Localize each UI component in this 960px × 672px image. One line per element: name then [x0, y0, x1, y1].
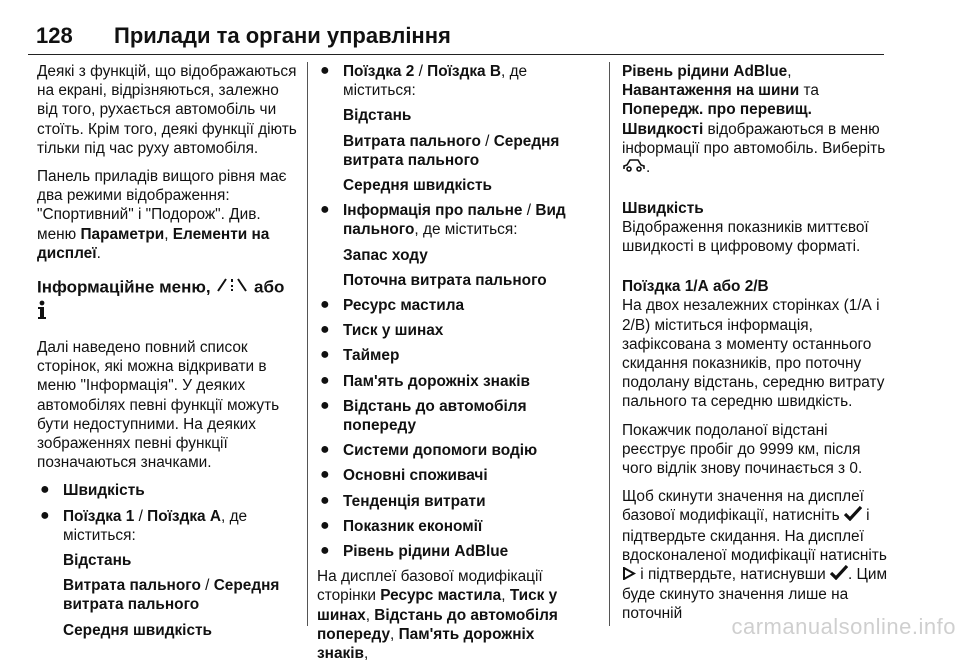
info-icon [37, 300, 47, 326]
paragraph: Далі наведено повний список сторінок, які можна відкривати в меню "Інформація". У деяких автомобілях певні функції можуть бути недоступними. На деяких зображеннях певні функції позначаються значками. [37, 339, 280, 472]
column-divider [609, 62, 610, 626]
section-heading-info-menu: Інформаційне меню, або [37, 276, 299, 326]
list-item: ● Відстань до автомобіля попереду [320, 396, 527, 435]
list-item: ● Показник економії [320, 516, 483, 535]
sub-item: Середня швидкість [63, 621, 213, 639]
list-item: ● Тиск у шинах [320, 321, 444, 340]
paragraph: Щоб скинути значення на дисплеї базової модифікації, натисніть і підтвердьте скидання. На дисплеї вдосконаленої модифікації натисніть і підтвердьте, натиснувши . Цим буде скинуто значення лише на поточній [622, 488, 888, 623]
paragraph: Рівень рідини AdBlue, Навантаження на шини та Попередж. про перевищ. Швидкості відображаються в меню інформації про автомобіль. Виберіть . [622, 63, 886, 177]
sub-item: Витрата пального / Середня витрата пального [63, 577, 280, 614]
watermark: carmanualsonline.info [731, 613, 956, 639]
paragraph: На дисплеї базової модифікації сторінки Ресурс мастила, Тиск у шинах, Відстань до автомобіля попереду, Пам'ять дорожніх знаків, [317, 568, 558, 663]
sub-item: Запас ходу [343, 246, 428, 264]
sub-item: Відстань [63, 552, 132, 570]
list-item: ● Системи допомоги водію [320, 441, 538, 460]
page-title: Прилади та органи управління [114, 23, 451, 48]
column-right [622, 62, 892, 633]
list-item: ● Поїздка 2 / Поїздка В, де міститься: [320, 62, 528, 100]
column-divider [307, 62, 308, 626]
list-item: ● Поїздка 1 / Поїздка А, де міститься: [40, 506, 248, 544]
column-left [37, 62, 299, 646]
features-list [317, 296, 585, 561]
list-item: ● Таймер [320, 346, 400, 365]
list-item: ● Тенденція витрати [320, 491, 486, 510]
column-middle [317, 62, 585, 672]
trip-list [317, 62, 585, 100]
checkmark-icon [830, 565, 848, 585]
sub-item: Поточна витрата пального [343, 271, 547, 289]
paragraph: На двох незалежних сторінках (1/А і 2/В) міститься інформація, зафіксована з моменту останнього скидання показників, про поточну подолану відстань, середню витрату пального та середню швидкість. [622, 297, 885, 411]
car-icon [622, 158, 646, 177]
paragraph: Відображення показників миттєвої швидкості в цифровому форматі. [622, 218, 869, 255]
paragraph: Панель приладів вищого рівня має два режими відображення: "Спортивний" і "Подорож". Див. меню Параметри, Елементи на дисплеї. [37, 168, 287, 262]
sub-item: Витрата пального / Середня витрата пального [343, 132, 560, 169]
sub-item: Середня швидкість [343, 177, 493, 195]
list-item: ● Основні споживачі [320, 466, 488, 485]
list-item: ● Ресурс мастила [320, 296, 465, 315]
section-heading: Швидкість [622, 199, 704, 217]
checkmark-icon [844, 506, 862, 526]
fuel-list [317, 201, 585, 239]
paragraph: Деякі з функцій, що відображаються на екрані, відрізняються, залежно від того, рухається автомобіль чи стоїть. Крім того, деякі функції діють тільки під час руху автомобіля. [37, 63, 297, 157]
list-item: ● Швидкість [40, 481, 145, 500]
section-heading: Поїздка 1/А або 2/В [622, 278, 769, 296]
list-item: ● Пам'ять дорожніх знаків [320, 371, 530, 390]
page-header [28, 23, 884, 55]
paragraph: Покажчик подоланої відстані реєструє пробіг до 9999 км, після чого відлік знову починається з 0. [622, 421, 863, 477]
trip-icon [215, 276, 249, 300]
page-number: 128 [36, 23, 73, 48]
list-item: ● Інформація про пальне / Вид пального, де міститься: [320, 201, 566, 239]
sub-item: Відстань [343, 107, 412, 125]
play-arrow-icon [622, 566, 636, 585]
info-pages-list [37, 481, 299, 545]
list-item: ● Рівень рідини AdBlue [320, 542, 509, 561]
